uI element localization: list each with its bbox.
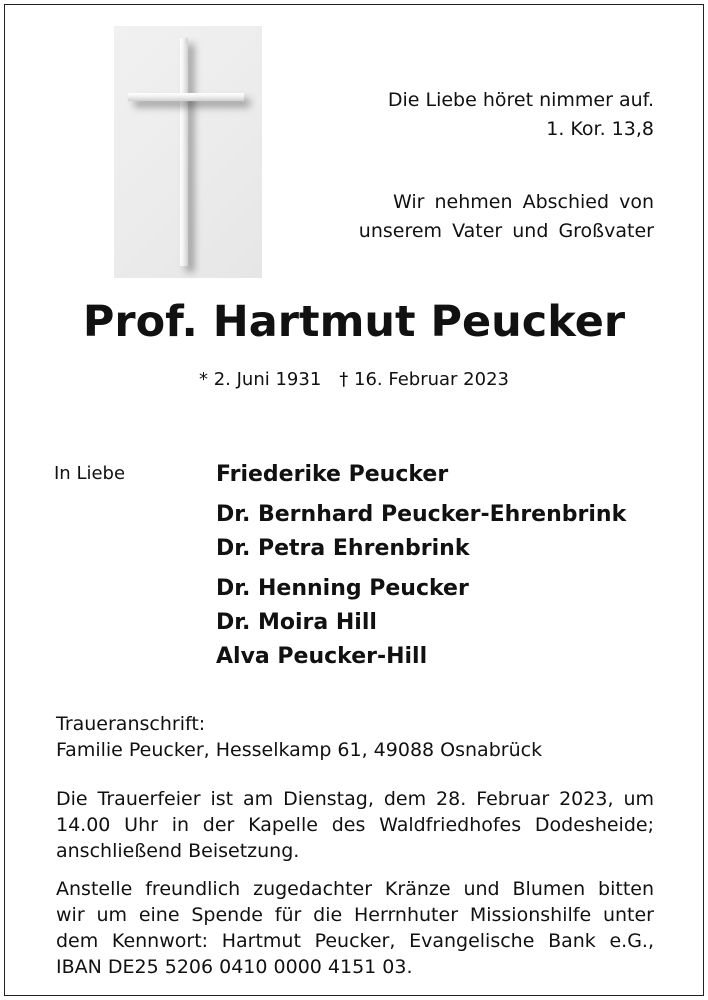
farewell-line-2: unserem Vater und Großvater: [358, 220, 654, 242]
cross-icon: [180, 38, 188, 266]
funeral-service-info: [56, 786, 654, 864]
life-dates: [0, 366, 708, 394]
mourning-address: [56, 711, 654, 763]
mourner-name: Alva Peucker-Hill: [216, 644, 428, 669]
cross-icon-bar: [128, 93, 244, 101]
verse-reference: 1. Kor. 13,8: [546, 118, 654, 140]
donation-iban: IBAN DE25 5206 0410 0000 4151 03.: [56, 956, 413, 978]
service-line-1: Die Trauerfeier ist am Dienstag, dem 28. Februar 2023, um: [56, 788, 654, 810]
mourner-group-2: [216, 498, 626, 566]
mourner-name: Friederike Peucker: [216, 462, 449, 487]
bible-verse: [388, 86, 654, 144]
mourners-intro: In Liebe: [54, 463, 126, 484]
donation-line-3: dem Kennwort: Hartmut Peucker, Evangelische Bank e.G.,: [56, 930, 654, 952]
cross-image-background: [114, 26, 262, 278]
address-label: Traueranschrift:: [56, 713, 206, 735]
death-date: † 16. Februar 2023: [339, 369, 509, 390]
service-line-3: anschließend Beisetzung.: [56, 840, 300, 862]
mourners-list: [216, 458, 626, 674]
birth-date: * 2. Juni 1931: [199, 369, 322, 390]
service-line-2: 14.00 Uhr in der Kapelle des Waldfriedhofes Dodesheide;: [56, 814, 654, 836]
mourner-name: Dr. Bernhard Peucker-Ehrenbrink: [216, 502, 627, 527]
donation-line-2: wir um eine Spende für die Herrnhuter Missionshilfe unter: [56, 904, 654, 926]
farewell-line-1: Wir nehmen Abschied von: [393, 191, 654, 213]
address-value: Familie Peucker, Hesselkamp 61, 49088 Osnabrück: [56, 739, 543, 761]
mourner-name: Dr. Henning Peucker: [216, 576, 469, 601]
donation-info: [56, 876, 654, 980]
mourner-name: Dr. Petra Ehrenbrink: [216, 536, 470, 561]
mourner-group-1: [216, 458, 626, 492]
farewell-text: [359, 188, 654, 246]
verse-text: Die Liebe höret nimmer auf.: [387, 89, 654, 111]
mourner-group-3: [216, 572, 626, 674]
donation-line-1: Anstelle freundlich zugedachter Kränze und Blumen bitten: [56, 878, 654, 900]
mourner-name: Dr. Moira Hill: [216, 610, 377, 635]
deceased-name: Prof. Hartmut Peucker: [82, 297, 626, 347]
